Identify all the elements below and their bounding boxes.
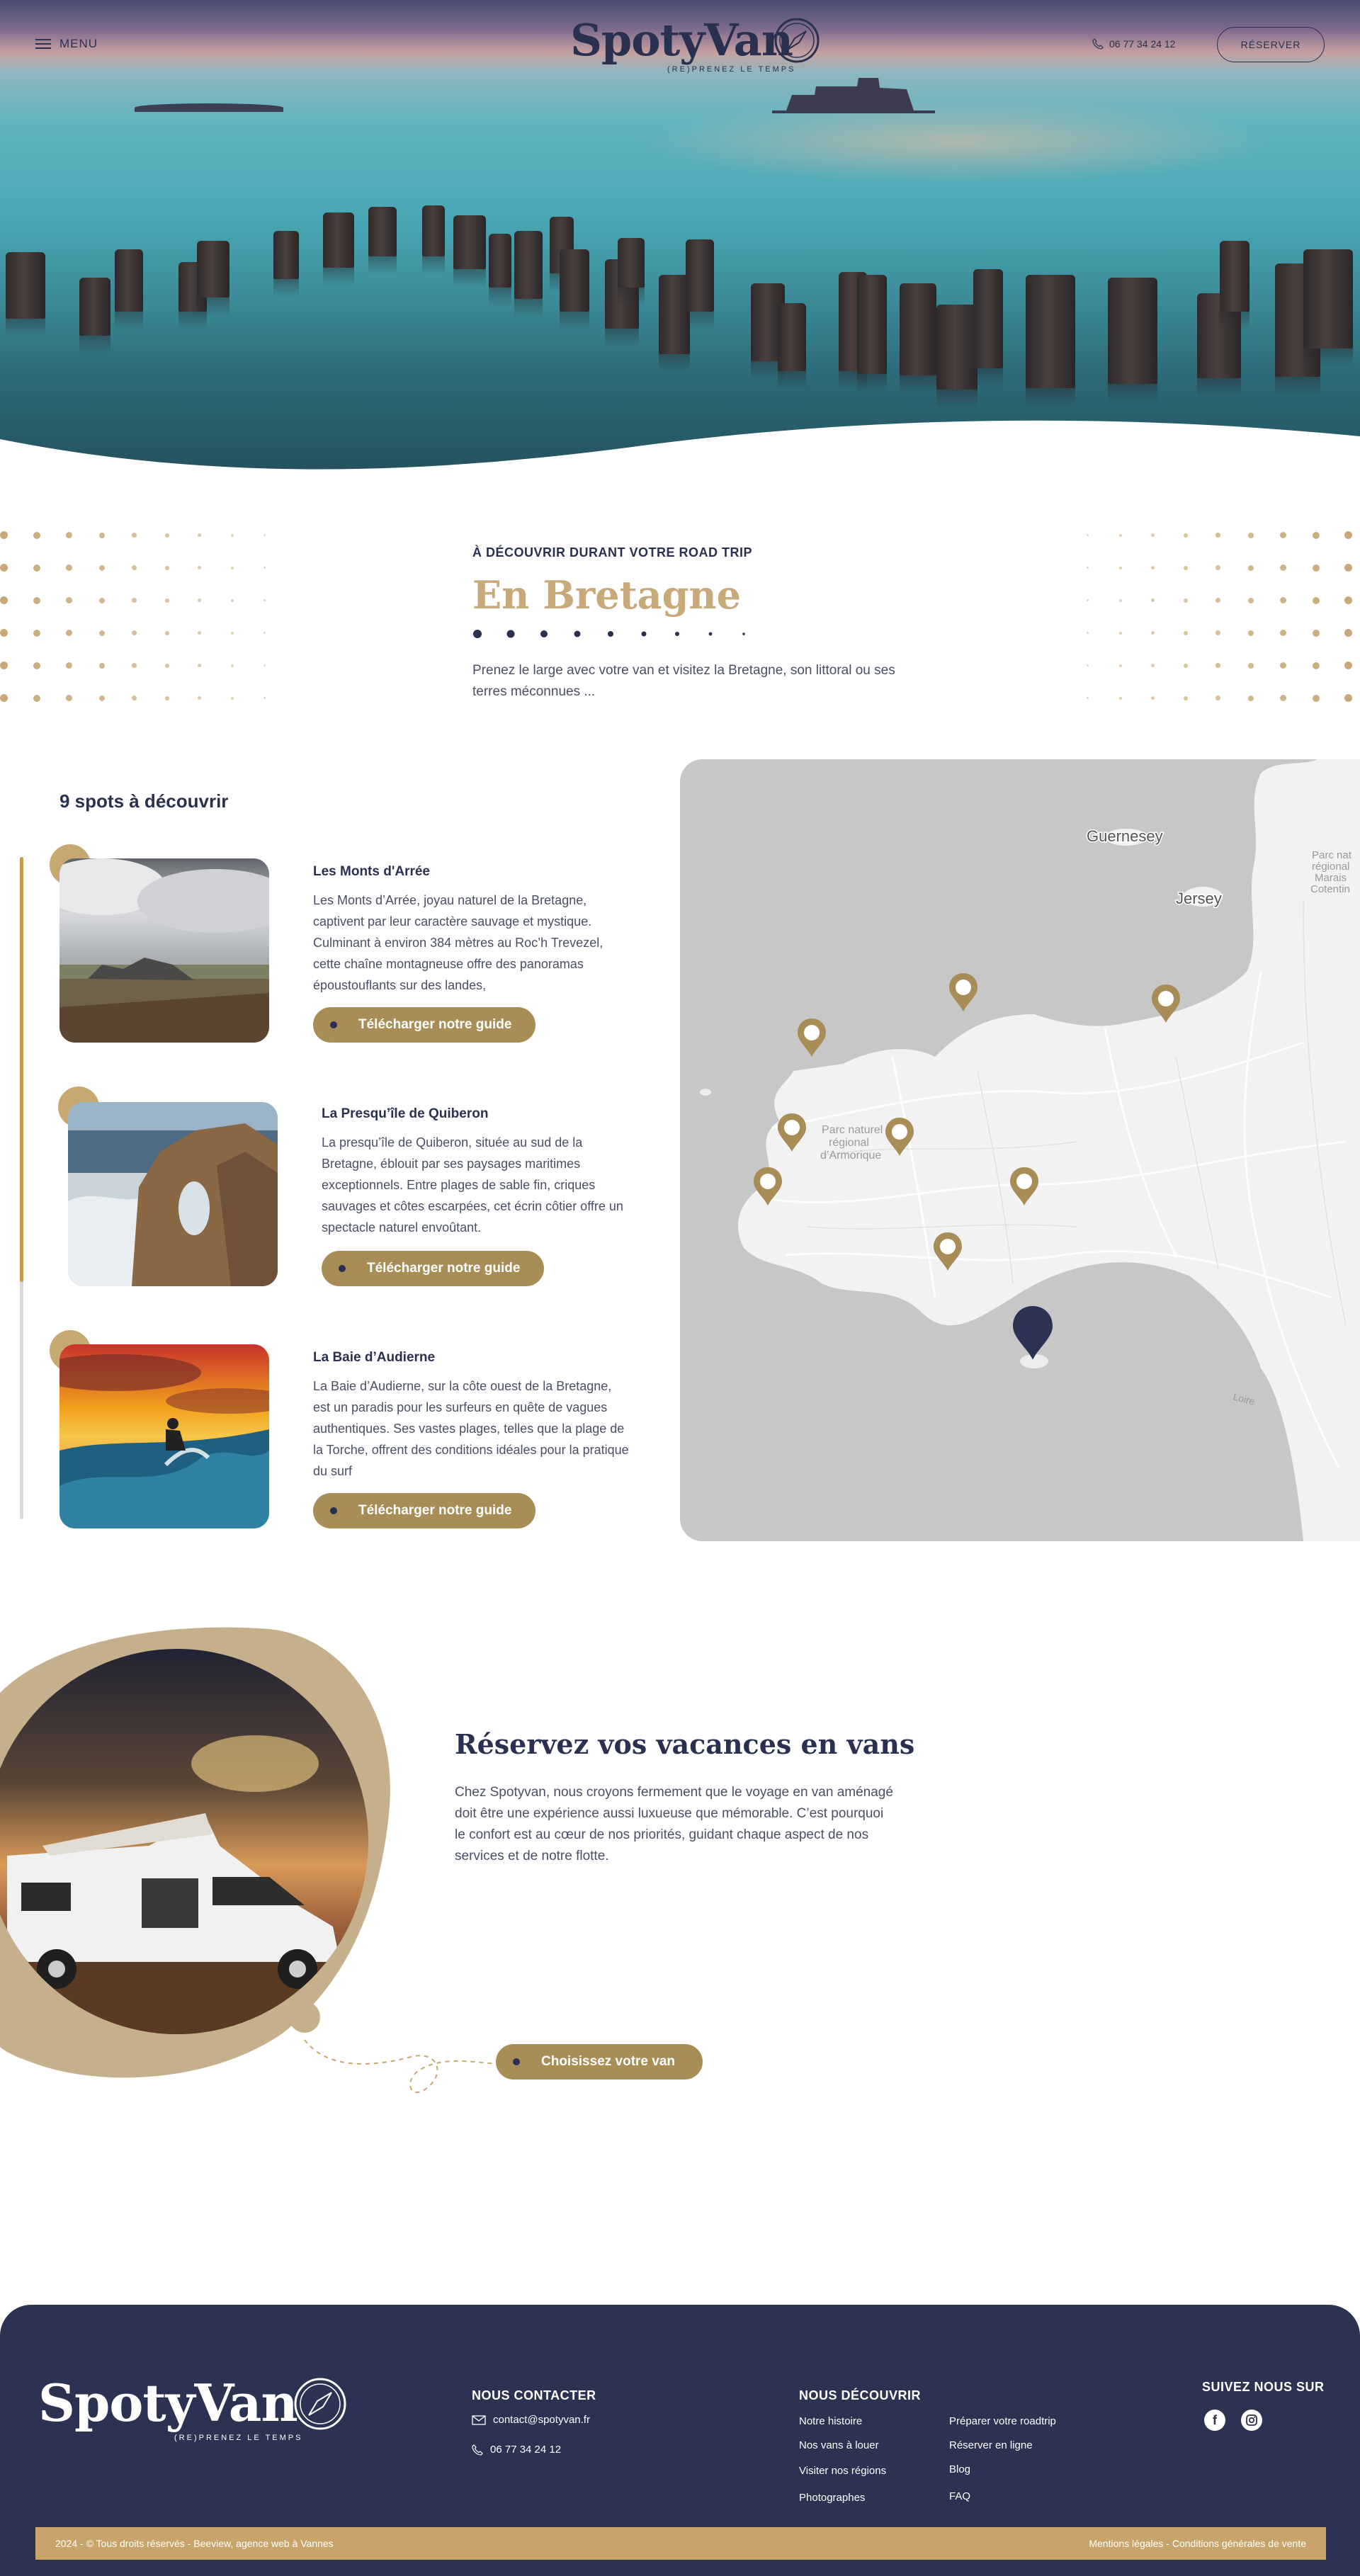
- decorative-dot: [1248, 533, 1254, 538]
- decorative-dot: [1151, 566, 1155, 569]
- decorative-dot: [1344, 662, 1352, 669]
- decorative-dot: [99, 598, 105, 603]
- section-intro-text: Prenez le large avec votre van et visitez la Bretagne, son littoral ou ses terres méconnues ...: [472, 663, 895, 699]
- phone-icon: [472, 2444, 483, 2456]
- decorative-dot: [1151, 598, 1155, 602]
- decorative-dot: [33, 630, 40, 637]
- decorative-dot: [165, 533, 169, 538]
- decorative-dot: [1119, 567, 1122, 569]
- decorative-dot: [1151, 696, 1155, 700]
- decorative-dot: [1119, 599, 1122, 602]
- decorative-dot: [132, 565, 137, 570]
- reserve-text: Chez Spotyvan, nous croyons fermement que le voyage en van aménagé doit être une expérience aussi luxueuse que mémorable. C’est pourquoi le confort est au cœur de nos priorités, guidant chaque aspect de nos services et de notre flotte.: [455, 1785, 893, 1863]
- footer-logo-name: SpotyVan: [38, 2373, 298, 2433]
- map-label-loire: Loire: [1232, 1390, 1257, 1407]
- decorative-dot: [66, 532, 72, 538]
- button-dot-icon: [330, 1021, 337, 1028]
- decorative-dot: [132, 598, 137, 603]
- decorative-dot: [1184, 566, 1188, 570]
- spot-title: La Presqu’île de Quiberon: [322, 1106, 489, 1121]
- footer-link-blog[interactable]: Blog: [949, 2463, 971, 2475]
- decorative-dot: [66, 630, 72, 636]
- decorative-dot: [1280, 630, 1286, 636]
- decorative-dot: [1313, 630, 1320, 637]
- button-dot-icon: [330, 1507, 337, 1514]
- decorative-dot: [1313, 564, 1320, 572]
- instagram-icon[interactable]: [1241, 2410, 1262, 2431]
- download-guide-label: Télécharger notre guide: [367, 1261, 521, 1276]
- decorative-dashed-path: [298, 2026, 503, 2104]
- decorative-dot: [1119, 664, 1122, 667]
- decorative-dot: [66, 662, 72, 669]
- decorative-dot: [99, 696, 105, 701]
- decorative-dot: [198, 631, 201, 635]
- map-label-cotentin: Parc nat régional Marais Cotentin: [1310, 849, 1352, 895]
- footer-link-vans[interactable]: Nos vans à louer: [799, 2439, 879, 2451]
- decorative-dot: [1216, 533, 1220, 538]
- footer-phone-link[interactable]: [472, 2444, 561, 2456]
- footer-link-roadtrip[interactable]: Préparer votre roadtrip: [949, 2415, 1056, 2427]
- decorative-dot: [231, 697, 234, 700]
- decorative-dot: [66, 597, 72, 603]
- decorative-dot: [165, 566, 169, 570]
- footer-link-photographes[interactable]: Photographes: [799, 2492, 866, 2504]
- decorative-dot: [264, 534, 266, 536]
- spot-image-audierne: [60, 1344, 269, 1528]
- footer-email-link[interactable]: [472, 2414, 590, 2426]
- decorative-dot: [231, 664, 234, 667]
- decorative-dot: [1313, 695, 1320, 702]
- spot-description: Les Monts d’Arrée, joyau naturel de la Bretagne, captivent par leur caractère sauvage et mystique. Culminant à environ 384 mètres au Roc’h Trevezel, cette chaîne montagneuse offre des panoramas époustouflants sur des landes,: [313, 893, 604, 992]
- fort-silhouette: [772, 71, 935, 113]
- legal-links[interactable]: Mentions légales - Conditions générales de vente: [1089, 2538, 1306, 2549]
- compass-icon: [774, 17, 820, 64]
- decorative-dot: [1087, 599, 1089, 601]
- decorative-dot: [33, 695, 40, 702]
- footer-email: contact@spotyvan.fr: [493, 2414, 590, 2426]
- download-guide-label: Télécharger notre guide: [358, 1503, 512, 1518]
- decorative-dot: [1344, 564, 1352, 572]
- button-dot-icon: [339, 1265, 346, 1272]
- van-image-blob: [0, 1622, 397, 2082]
- decorative-dot: [198, 696, 201, 700]
- spots-map[interactable]: [680, 759, 1360, 1541]
- decorative-dot: [1313, 662, 1320, 669]
- footer-link-reserver[interactable]: Réserver en ligne: [949, 2439, 1033, 2451]
- header-phone: 06 77 34 24 12: [1109, 38, 1176, 50]
- footer-phone: 06 77 34 24 12: [490, 2444, 562, 2456]
- spot-description: La Baie d’Audierne, sur la côte ouest de la Bretagne, est un paradis pour les surfeurs en quête de vagues authentiques. Ses vastes plages, telles que la plage de la Torche, offrent des conditions idéales pour la pratique du surf: [313, 1379, 629, 1478]
- timeline-progress: [20, 857, 23, 1282]
- decorative-dot: [1280, 695, 1286, 701]
- decorative-dot: [1184, 696, 1188, 700]
- decorative-dot: [231, 534, 234, 537]
- decorative-dot: [165, 598, 169, 603]
- decorative-dot: [231, 599, 234, 602]
- decorative-dot: [33, 662, 40, 669]
- decorative-dot: [33, 532, 40, 539]
- menu-label: MENU: [60, 37, 98, 50]
- decorative-dot: [1280, 532, 1286, 538]
- map-label-jersey: Jersey: [1176, 890, 1222, 907]
- decorative-dot: [1344, 694, 1352, 702]
- decorative-dot: [264, 664, 266, 666]
- button-dot-icon: [513, 2058, 520, 2065]
- decorative-dot: [1184, 631, 1188, 635]
- decorative-dot: [66, 695, 72, 701]
- header-phone-link[interactable]: [1092, 38, 1175, 50]
- decorative-dot: [1087, 534, 1089, 536]
- decorative-dots-left: [0, 531, 283, 708]
- section-eyebrow: À DÉCOUVRIR DURANT VOTRE ROAD TRIP: [472, 545, 753, 560]
- map-label-armorique: Parc naturel régional d’Armorique: [820, 1124, 883, 1162]
- compass-icon: [293, 2377, 347, 2431]
- decorative-dot: [99, 533, 105, 538]
- decorative-dot: [132, 663, 137, 668]
- footer-link-histoire[interactable]: Notre histoire: [799, 2415, 863, 2427]
- decorative-dot: [1216, 630, 1220, 635]
- decorative-dot: [1119, 697, 1122, 700]
- decorative-dot: [264, 697, 266, 699]
- footer-link-regions[interactable]: Visiter nos régions: [799, 2465, 887, 2477]
- footer-logo-tagline: (RE)PRENEZ LE TEMPS: [174, 2434, 303, 2442]
- decorative-dot: [198, 566, 201, 569]
- legal-bar: [35, 2527, 1326, 2560]
- decorative-dot: [0, 531, 8, 539]
- phone-icon: [1092, 38, 1104, 50]
- decorative-dot: [1280, 662, 1286, 669]
- footer-link-faq[interactable]: FAQ: [949, 2490, 971, 2502]
- footer-contact-heading: NOUS CONTACTER: [472, 2388, 596, 2402]
- menu-button[interactable]: [35, 37, 98, 51]
- footer-logo[interactable]: [38, 2373, 364, 2451]
- logo-tagline: (RE)PRENEZ LE TEMPS: [667, 65, 796, 74]
- decorative-dot: [264, 567, 266, 569]
- decorative-dot: [198, 664, 201, 667]
- decorative-dot: [198, 533, 201, 537]
- hamburger-icon: [35, 39, 51, 49]
- site-logo[interactable]: [540, 16, 823, 76]
- reserve-button[interactable]: RÉSERVER: [1217, 27, 1325, 62]
- decorative-dot: [1151, 664, 1155, 667]
- decorative-dot: [0, 564, 8, 572]
- decorative-dot: [1248, 630, 1254, 636]
- reserve-title: Réservez vos vacances en vans: [455, 1728, 915, 1760]
- download-guide-label: Télécharger notre guide: [358, 1017, 512, 1032]
- decorative-dot: [66, 564, 72, 571]
- decorative-dot: [1344, 531, 1352, 539]
- decorative-dot: [1344, 596, 1352, 604]
- decorative-dot: [0, 596, 8, 604]
- decorative-dot: [1184, 598, 1188, 603]
- download-guide-button[interactable]: [322, 1251, 544, 1286]
- decorative-dot: [1280, 564, 1286, 571]
- decorative-dot: [99, 663, 105, 669]
- decorative-dot: [1216, 663, 1220, 668]
- decorative-dot: [165, 696, 169, 700]
- map-label-guernesey: Guernesey: [1087, 827, 1163, 845]
- spots-heading: 9 spots à découvrir: [60, 790, 229, 812]
- spot-description: La presqu’île de Quiberon, située au sud de la Bretagne, éblouit par ses paysages maritimes exceptionnels. Entre plages de sable fin, criques sauvages et côtes escarpées, cet écrin côtier offre un spectacle naturel envoûtant.: [322, 1135, 623, 1235]
- facebook-icon[interactable]: f: [1204, 2410, 1225, 2431]
- decorative-dot: [99, 630, 105, 636]
- spot-title: Les Monts d'Arrée: [313, 864, 430, 879]
- hero-wave-divider: [0, 397, 1360, 482]
- logo-name: SpotyVan: [570, 14, 793, 66]
- footer-discover-heading: NOUS DÉCOUVRIR: [799, 2388, 922, 2402]
- decorative-dot: [132, 630, 137, 635]
- decorative-dot: [231, 632, 234, 635]
- decorative-dot: [1248, 696, 1254, 701]
- decorative-dot: [1280, 597, 1286, 603]
- copyright-text[interactable]: 2024 - © Tous droits réservés - Beeview, agence web à Vannes: [55, 2538, 334, 2549]
- choose-van-label: Choisissez votre van: [541, 2054, 676, 2069]
- download-guide-button[interactable]: [313, 1493, 536, 1528]
- decorative-dot: [1313, 532, 1320, 539]
- decorative-dot: [1087, 697, 1089, 699]
- spot-title: La Baie d’Audierne: [313, 1350, 436, 1365]
- decorative-dot: [99, 565, 105, 571]
- decorative-dot: [1216, 598, 1220, 603]
- spot-image-monts-arree: [60, 858, 269, 1043]
- decorative-dot: [1119, 534, 1122, 537]
- decorative-dot: [1344, 629, 1352, 637]
- decorative-dot: [1248, 663, 1254, 669]
- decorative-dot: [1216, 565, 1220, 570]
- decorative-dot: [132, 696, 137, 700]
- island-silhouette: [135, 103, 283, 112]
- decorative-dot: [0, 694, 8, 702]
- choose-van-button[interactable]: [496, 2044, 703, 2079]
- decorative-dot: [231, 567, 234, 569]
- decorative-dot: [1151, 533, 1155, 537]
- decorative-dot: [264, 599, 266, 601]
- decorative-dot: [1313, 597, 1320, 604]
- decorative-dot: [165, 631, 169, 635]
- spot-image-quiberon: [68, 1102, 278, 1286]
- decorative-dot: [1151, 631, 1155, 635]
- decorative-dot: [0, 662, 8, 669]
- envelope-icon: [472, 2415, 486, 2425]
- decorative-dot: [33, 597, 40, 604]
- decorative-dot: [264, 632, 266, 634]
- decorative-dot-row: [472, 629, 756, 639]
- section-title: En Bretagne: [472, 572, 741, 618]
- decorative-dot: [1087, 664, 1089, 666]
- decorative-dot: [132, 533, 137, 538]
- decorative-dot: [165, 664, 169, 668]
- footer-social-heading: SUIVEZ NOUS SUR: [1202, 2380, 1325, 2394]
- decorative-dot: [0, 629, 8, 637]
- decorative-dot: [1184, 533, 1188, 538]
- decorative-dot: [33, 564, 40, 572]
- decorative-dot: [198, 598, 201, 602]
- decorative-dot: [1248, 565, 1254, 571]
- decorative-dot: [1087, 567, 1089, 569]
- decorative-dot: [1248, 598, 1254, 603]
- decorative-dot: [1087, 632, 1089, 634]
- decorative-dots-right: [1084, 531, 1360, 708]
- download-guide-button[interactable]: [313, 1007, 536, 1043]
- decorative-dot: [1184, 664, 1188, 668]
- decorative-dot: [1119, 632, 1122, 635]
- decorative-dot: [1216, 696, 1220, 700]
